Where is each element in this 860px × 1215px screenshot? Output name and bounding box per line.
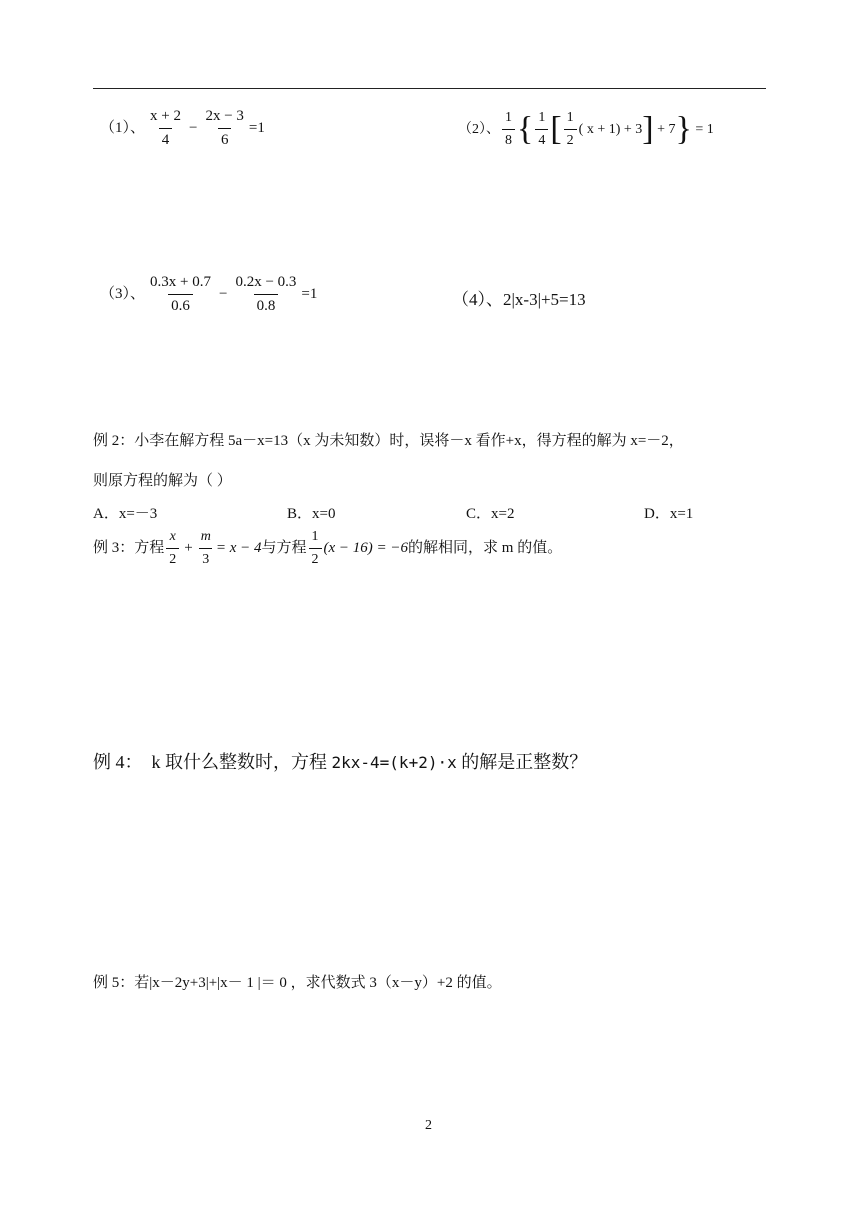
example-4: 例 4： k 取什么整数时，方程 2kx-4=(k+2)·x 的解是正整数？ bbox=[93, 752, 588, 772]
problem-4-label: （4）、 bbox=[452, 290, 503, 309]
example-4-equation: 2kx-4=(k+2)·x bbox=[331, 753, 457, 772]
problem-2-label: （2）、 bbox=[458, 121, 500, 137]
page-number: 2 bbox=[425, 1118, 432, 1133]
example-4-label: 例 4： bbox=[93, 752, 143, 772]
fraction: $\frac{0.3x + 0.7}{0.6}$ bbox=[150, 274, 211, 315]
problem-2: （2）、 $\frac{1}{8}$ { $\frac{1}{4}$ [ $\frac{1}{2}$ ( x + 1) + 3] + 7} = 1 bbox=[458, 110, 714, 149]
fraction: $\frac{1}{2}$ bbox=[309, 529, 322, 568]
fraction: $\frac{m}{3}$ bbox=[200, 529, 211, 568]
fraction: $\frac{1}{8}$ bbox=[502, 110, 515, 149]
fraction: $\frac{2x - 3}{6}$ bbox=[205, 108, 244, 149]
option-d: D．x=1 bbox=[644, 506, 694, 522]
example-2-line-2: 则原方程的解为（ ） bbox=[93, 473, 232, 489]
fraction: $\frac{1}{4}$ bbox=[535, 110, 548, 149]
option-a: A．x=－3 bbox=[93, 506, 158, 522]
problem-4-equation: 2|x-3|+5=13 bbox=[503, 290, 586, 309]
fraction: $\frac{x}{2}$ bbox=[166, 529, 179, 568]
example-5: 例 5：若|x－2y+3|+|x－ 1 |＝ 0 ，求代数式 3（x－y）+2 的值。 bbox=[93, 975, 502, 991]
problem-1: （1）、 $\frac{x + 2}{4}$ − $\frac{2x - 3}{6}$ =1 bbox=[100, 108, 265, 149]
option-b: B．x=0 bbox=[287, 506, 336, 522]
problem-3-label: （3）、 bbox=[100, 286, 146, 303]
example-3: 例 3：方程 $\frac{x}{2}$ + $\frac{m}{3}$ = x − 4与方程 $\frac{1}{2}$ (x − 16) = −6的解相同，求 m 的值。 bbox=[93, 529, 563, 568]
problem-3: （3）、 $\frac{0.3x + 0.7}{0.6}$ − $\frac{0.2x - 0.3}{0.8}$ =1 bbox=[100, 274, 318, 315]
header-rule bbox=[93, 88, 766, 89]
problem-4 bbox=[452, 285, 586, 310]
problem-1-label: （1）、 bbox=[100, 120, 146, 137]
fraction: $\frac{1}{2}$ bbox=[564, 110, 577, 149]
example-2-line-1: 例 2：小李在解方程 5a－x=13（x 为未知数）时，误将－x 看作+x，得方程的解为 x=－2， bbox=[93, 433, 684, 449]
example-3-prefix: 例 3：方程 bbox=[93, 540, 165, 557]
fraction: $\frac{x + 2}{4}$ bbox=[150, 108, 181, 149]
fraction: $\frac{0.2x - 0.3}{0.8}$ bbox=[235, 274, 297, 315]
option-c: C．x=2 bbox=[466, 506, 515, 522]
